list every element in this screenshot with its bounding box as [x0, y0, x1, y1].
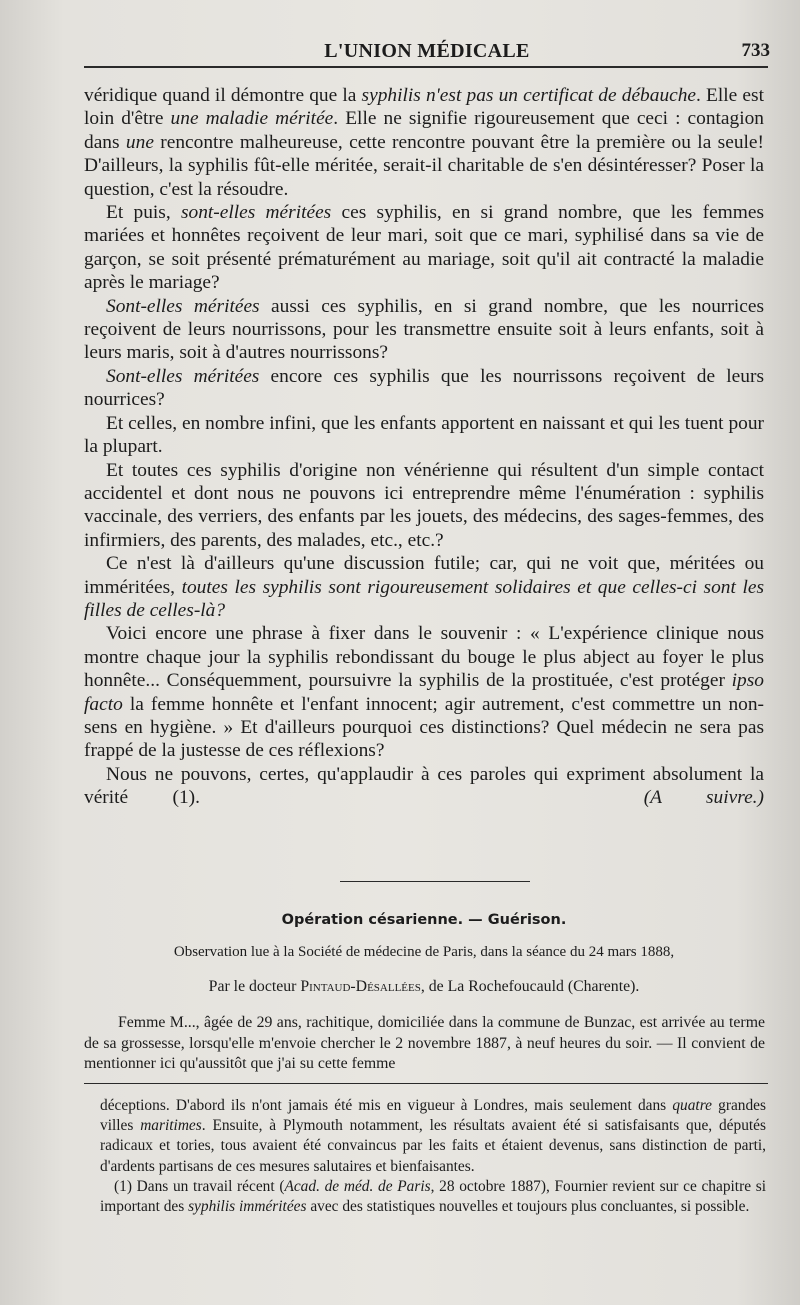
text-run: , 28 octobre 1887), Fournier revient sur ce chapitre si important des: [100, 1177, 766, 1216]
text-run: encore ces syphilis que les nourrissons reçoivent de leurs nourrices?: [84, 365, 764, 411]
observation-title: Opération césarienne. — Guérison.: [281, 912, 567, 928]
text-run: Et puis,: [106, 202, 181, 224]
paragraph-5: Et celles, en nombre infini, que les enfants apportent en naissant et qui les tuent pour la plupart.: [84, 412, 764, 458]
author-suffix: , de La Rochefoucauld (Charente).: [420, 978, 640, 995]
footnote-continuation: [100, 1096, 766, 1177]
footnote-rule: [84, 1083, 768, 1084]
paragraph-8: [84, 622, 764, 762]
paragraph-1: [84, 84, 764, 201]
observation-paragraph: Femme M..., âgée de 29 ans, rachitique, domiciliée dans la commune de Bunzac, est arrivée au terme de sa grossesse, lorsqu'elle m'envoie chercher le 2 novembre 1887, à neuf heures du soir. — Il convient de mentionner ici qu'aussitôt que j'ai su cette femme: [84, 1014, 765, 1072]
text-run: Ce n'est là d'ailleurs qu'une discussion futile; car, qui ne voit que, méritées ou imméritées,: [84, 553, 764, 598]
italic-run: Sont-elles méritées: [106, 295, 260, 317]
text-run: Nous ne pouvons, certes, qu'applaudir à ces paroles qui expriment absolument la vérité (1).: [84, 763, 764, 809]
paragraph-2: [84, 201, 764, 295]
text-run: . Elle est loin d'être: [84, 85, 764, 130]
text-run: rencontre malheureuse, cette rencontre pouvant être la première ou la seule! D'ailleurs, la syphilis fût-elle méritée, serait-il charitable de s'en désintéresser? Poser la question, c'est la résoudre.: [84, 131, 764, 200]
paragraph-3: [84, 295, 764, 365]
italic-run: une maladie méritée: [170, 108, 334, 130]
italic-run: syphilis n'est pas un certificat de débauche: [361, 85, 697, 106]
text-run: grandes villes: [100, 1097, 766, 1135]
paragraph-4: [84, 365, 764, 412]
text-run: . Ensuite, à Plymouth notamment, les résultats avaient été si satisfaisants que, députés radicaux et tories, tous avaient été convaincus par les faits et étaient devenus, sans distinction de parti, d'ardents partisans de ces mesures salutaires et bienfaisantes.: [100, 1117, 766, 1175]
section-separator: [340, 881, 530, 882]
text-run: . Elle ne signifie rigoureusement que ceci : contagion dans: [84, 108, 765, 153]
page-header: [84, 36, 770, 68]
italic-run: sont-elles méritées: [180, 202, 332, 224]
author-prefix: Par le docteur: [208, 978, 301, 995]
footnote-1: [100, 1177, 766, 1217]
text-run: véridique quand il démontre que la: [84, 85, 362, 106]
paragraph-6: Et toutes ces syphilis d'origine non vénérienne qui résultent d'un simple contact accidentel et dont nous ne pouvons ici entreprendre même l'énumération : syphilis vaccinale, des verriers, des enfants par les jouets, des médecins, des sages-femmes, des infirmiers, des parents, des malades, etc., etc.?: [84, 459, 764, 551]
running-title: L'UNION MÉDICALE: [324, 40, 530, 62]
page-number: 733: [741, 40, 770, 61]
text-run: (1) Dans un travail récent (: [114, 1177, 285, 1195]
footnotes: [100, 1096, 766, 1217]
to-be-continued: (A suivre.): [643, 787, 764, 809]
text-run: avec des statistiques nouvelles et toujours plus concluantes, si possible.: [306, 1198, 750, 1216]
text-run: la femme honnête et l'enfant innocent; agir autrement, c'est commettre un non-sens en hygiène. » Et d'ailleurs pourquoi ces distinctions? Quel médecin ne sera pas frappé de la justesse de ces réflexions?: [84, 693, 764, 762]
text-run: déceptions. D'abord ils n'ont jamais été mis en vigueur à Londres, mais seulement dans: [100, 1097, 673, 1114]
observation-text: [84, 1013, 765, 1075]
italic-run: Sont-elles méritées: [106, 365, 260, 387]
text-run: aussi ces syphilis, en si grand nombre, que les nourrices reçoivent de leurs nourrissons, pour les transmettre ensuite soit à leurs enfants, soit à leurs maris, soit à d'autres nourrissons?: [84, 295, 764, 364]
article-body: [84, 84, 764, 810]
italic-run: toutes les syphilis sont rigoureusement solidaires et que celles-ci sont les filles de celles-là?: [84, 576, 764, 621]
italic-run: ipso facto: [84, 670, 764, 715]
italic-run: quatre: [672, 1097, 712, 1114]
author-name: Pintaud-Désallées: [300, 978, 421, 995]
italic-run: syphilis imméritées: [188, 1198, 307, 1216]
paragraph-9: [84, 763, 764, 810]
italic-run: maritimes: [140, 1117, 202, 1135]
italic-run: Acad. de méd. de Paris: [284, 1177, 431, 1195]
text-run: ces syphilis, en si grand nombre, que les femmes mariées et honnêtes reçoivent de leur mari, soit que ce mari, syphilisé dans sa vie de garçon, se soit présenté prématurément au mariage, soit qu'il ait contracté la maladie après le mariage?: [84, 202, 764, 294]
header-rule: [84, 66, 768, 68]
observation-subtitle: Observation lue à la Société de médecine de Paris, dans la séance du 24 mars 1888,: [173, 944, 675, 960]
observation-author: [84, 978, 764, 996]
paragraph-7: [84, 552, 764, 622]
italic-run: une: [125, 131, 154, 153]
text-run: Voici encore une phrase à fixer dans le souvenir : « L'expérience clinique nous montre chaque jour la syphilis rebondissant du bouge le plus abject au foyer le plus honnête... Conséquemment, poursuivre la syphilis de la prostituée, c'est protéger: [84, 623, 764, 692]
